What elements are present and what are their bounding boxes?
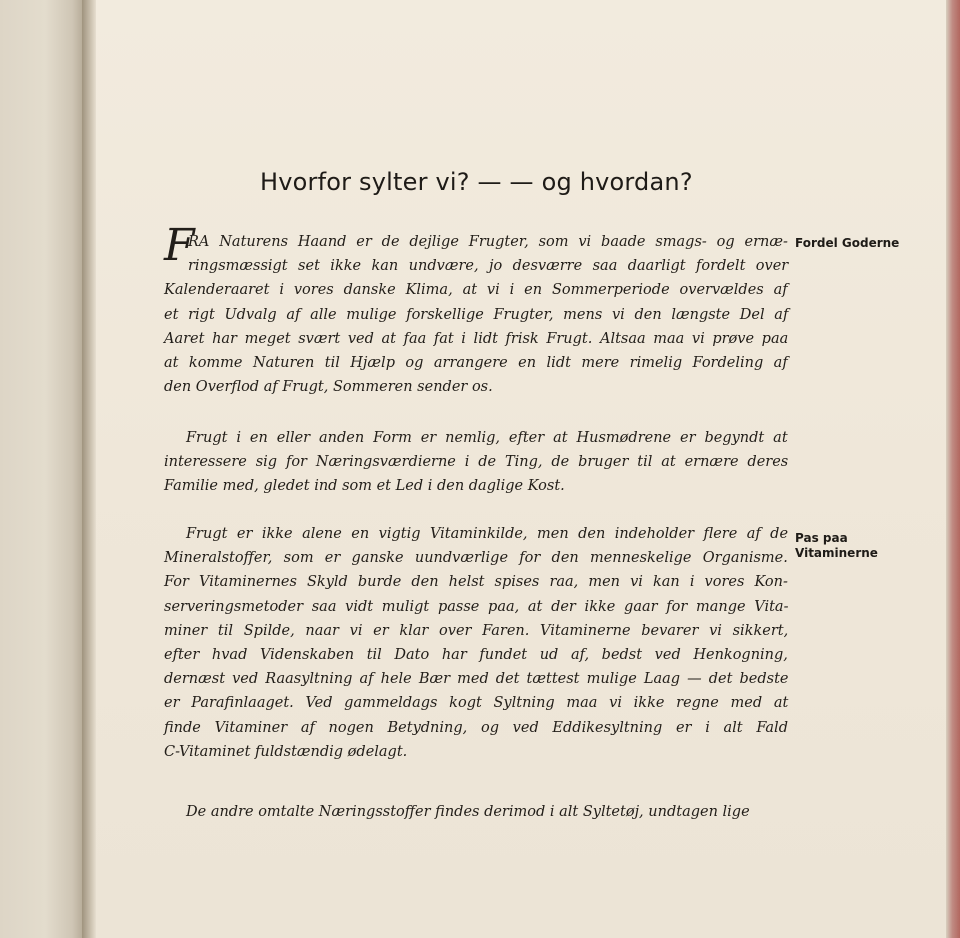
paragraph-3 [164, 522, 788, 764]
paragraph-line: at komme Naturen til Hjælp og arrangere en lidt mere rimelig Fordeling af [164, 355, 788, 372]
paragraph-line: C-Vitaminet fuldstændig ødelagt. [164, 743, 408, 760]
paragraph-line: Kalenderaaret i vores danske Klima, at vi i en Sommerperiode overvældes af [164, 282, 788, 299]
margin-note-line: Pas paa [795, 531, 848, 545]
paragraph-line: De andre omtalte Næringsstoffer findes derimod i alt Syltetøj, undtagen lige [186, 804, 750, 820]
paragraph-line: efter hvad Videnskaben til Dato har fundet ud af, bedst ved Henkogning, [164, 647, 788, 664]
paragraph-line: dernæst ved Raasyltning af hele Bær med det tættest mulige Laag — det bedste [164, 671, 789, 688]
paragraph-line: Mineralstoffer, som er ganske uundværlige for den menneskelige Organisme. [164, 550, 788, 567]
paragraph-line: et rigt Udvalg af alle mulige forskellige Frugter, mens vi den længste Del af [164, 306, 789, 323]
page-title: Hvorfor sylter vi? — — og hvordan? [260, 168, 693, 196]
book-gutter [82, 0, 96, 938]
margin-note-line: Vitaminerne [795, 546, 878, 560]
paragraph-4 [164, 800, 788, 824]
paragraph-line: miner til Spilde, naar vi er klar over Faren. Vitaminerne bevarer vi sikkert, [164, 622, 789, 639]
paragraph-line: Frugt er ikke alene en vigtig Vitaminkilde, men den indeholder flere af de [186, 526, 789, 542]
paragraph-line: Aaret har meget svært ved at faa fat i lidt frisk Frugt. Altsaa maa vi prøve paa [164, 330, 789, 347]
paragraph-line: finde Vitaminer af nogen Betydning, og ved Eddikesyltning er i alt Fald [164, 719, 788, 736]
paragraph-line: serveringsmetoder saa vidt muligt passe paa, at der ikke gaar for mange Vita- [164, 598, 789, 615]
margin-note-fordel-goderne: Fordel Goderne [795, 236, 900, 250]
margin-note-pas-paa-vitaminerne [795, 531, 935, 561]
paragraph-2 [164, 426, 788, 499]
drop-cap: F [164, 220, 195, 271]
paragraph-line: interessere sig for Næringsværdierne i de Ting, de bruger til at ernære deres [164, 454, 789, 471]
paragraph-line: ringsmæssigt set ikke kan undvære, jo desværre saa daarligt fordelt over [188, 258, 789, 275]
paragraph-line: er Parafinlaaget. Ved gammeldags kogt Syltning maa vi ikke regne med at [164, 695, 789, 712]
paragraph-line: For Vitaminernes Skyld burde den helst spises raa, men vi kan i vores Kon- [164, 574, 788, 591]
paragraph-line: Familie med, gledet ind som et Led i den daglige Kost. [164, 478, 565, 495]
paragraph-1 [164, 230, 788, 399]
paragraph-line: RA Naturens Haand er de dejlige Frugter, som vi baade smags- og ernæ- [188, 234, 788, 250]
paragraph-line: den Overflod af Frugt, Sommeren sender os. [164, 379, 493, 396]
page-edge [946, 0, 960, 938]
paragraph-line: Frugt i en eller anden Form er nemlig, efter at Husmødrene er begyndt at [186, 430, 788, 446]
left-page [0, 0, 82, 938]
